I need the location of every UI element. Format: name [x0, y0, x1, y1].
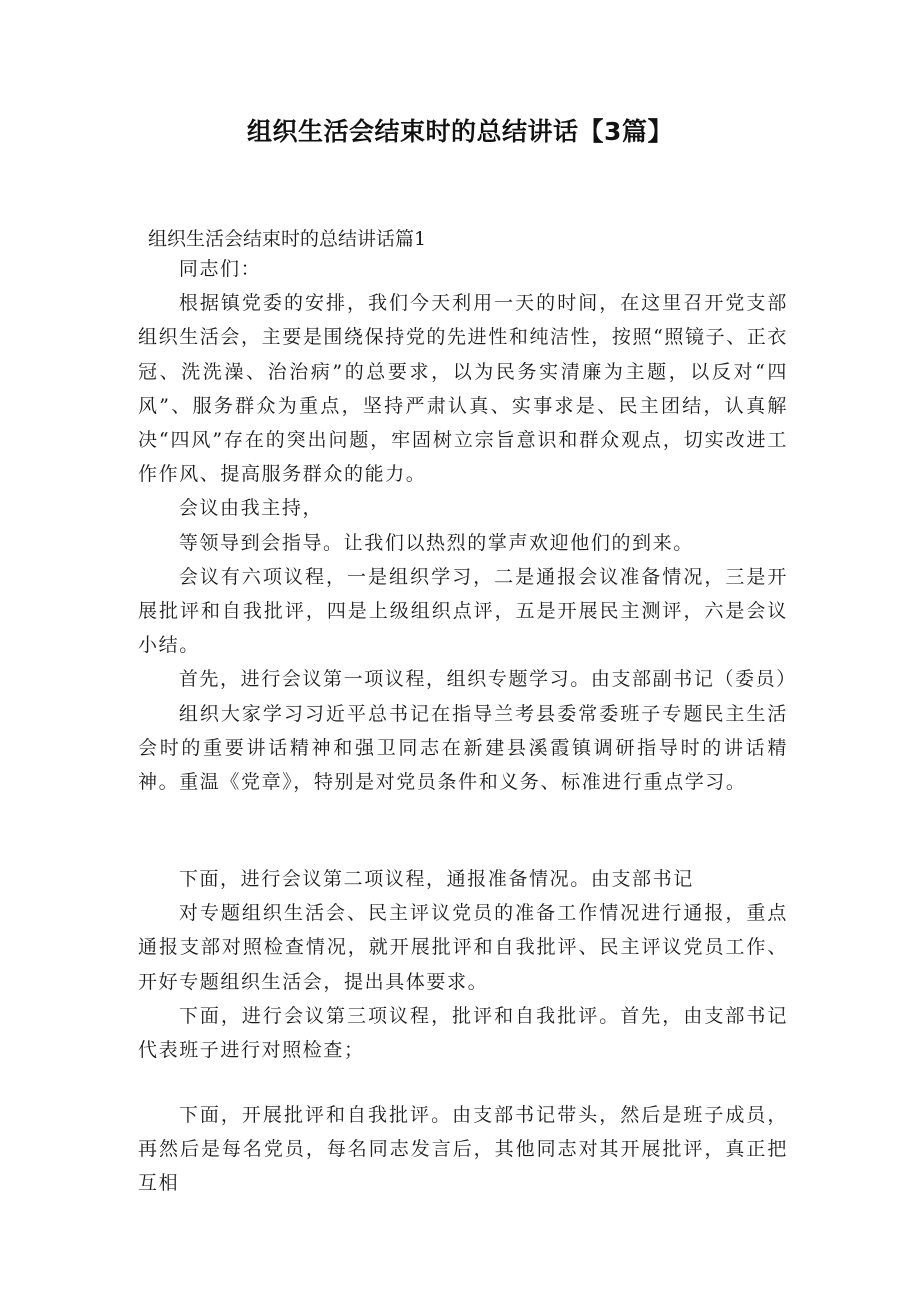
body-paragraph: 下面，进行会议第二项议程，通报准备情况。由支部书记	[178, 868, 694, 890]
body-paragraph: 等领导到会指导。让我们以热烈的掌声欢迎他们的到来。	[178, 531, 694, 554]
body-paragraph: 对专题组织生活会、民主评议党员的准备工作情况进行通报，重点通报支部对照检查情况，就开展批评和自我批评、民主评议党员工作、开好专题组织生活会，提出具体要求。	[138, 902, 788, 993]
body-block-1	[138, 252, 797, 799]
body-paragraph: 首先，进行会议第一项议程，组织专题学习。由支部副书记（委员）	[178, 668, 797, 691]
body-paragraph: 会议有六项议程，一是组织学习，二是通报会议准备情况，三是开展批评和自我批评，四是上级组织点评，五是开展民主测评，六是会议小结。	[138, 565, 788, 657]
body-paragraph: 组织大家学习习近平总书记在指导兰考县委常委班子专题民主生活会时的重要讲话精神和强卫同志在新建县溪霞镇调研指导时的讲话精神。重温《党章》，特别是对党员条件和义务、标准进行重点学习。	[138, 702, 788, 794]
body-block-2	[138, 862, 788, 1067]
body-block-3	[138, 1098, 788, 1201]
body-paragraph: 会议由我主持，	[178, 497, 324, 520]
body-paragraph: 根据镇党委的安排，我们今天利用一天的时间，在这里召开党支部组织生活会，主要是围绕保持党的先进性和纯洁性，按照“照镜子、正衣冠、洗洗澡、治治病”的总要求，以为民务实清廉为主题，以反对“四风”、服务群众为重点，坚持严肃认真、实事求是、民主团结，认真解决“四风”存在的突出问题，牢固树立宗旨意识和群众观点，切实改进工作作风、提高服务群众的能力。	[138, 292, 788, 486]
body-paragraph: 下面，进行会议第三项议程，批评和自我批评。首先，由支部书记代表班子进行对照检查；	[138, 1004, 788, 1062]
section-heading: 组织生活会结束时的总结讲话篇1	[148, 228, 427, 250]
salutation-paragraph: 同志们：	[178, 258, 262, 280]
body-paragraph: 下面，开展批评和自我批评。由支部书记带头，然后是班子成员，再然后是每名党员，每名同志发言后，其他同志对其开展批评，真正把互相	[138, 1104, 788, 1195]
document-title: 组织生活会结束时的总结讲话【3篇】	[247, 117, 673, 146]
